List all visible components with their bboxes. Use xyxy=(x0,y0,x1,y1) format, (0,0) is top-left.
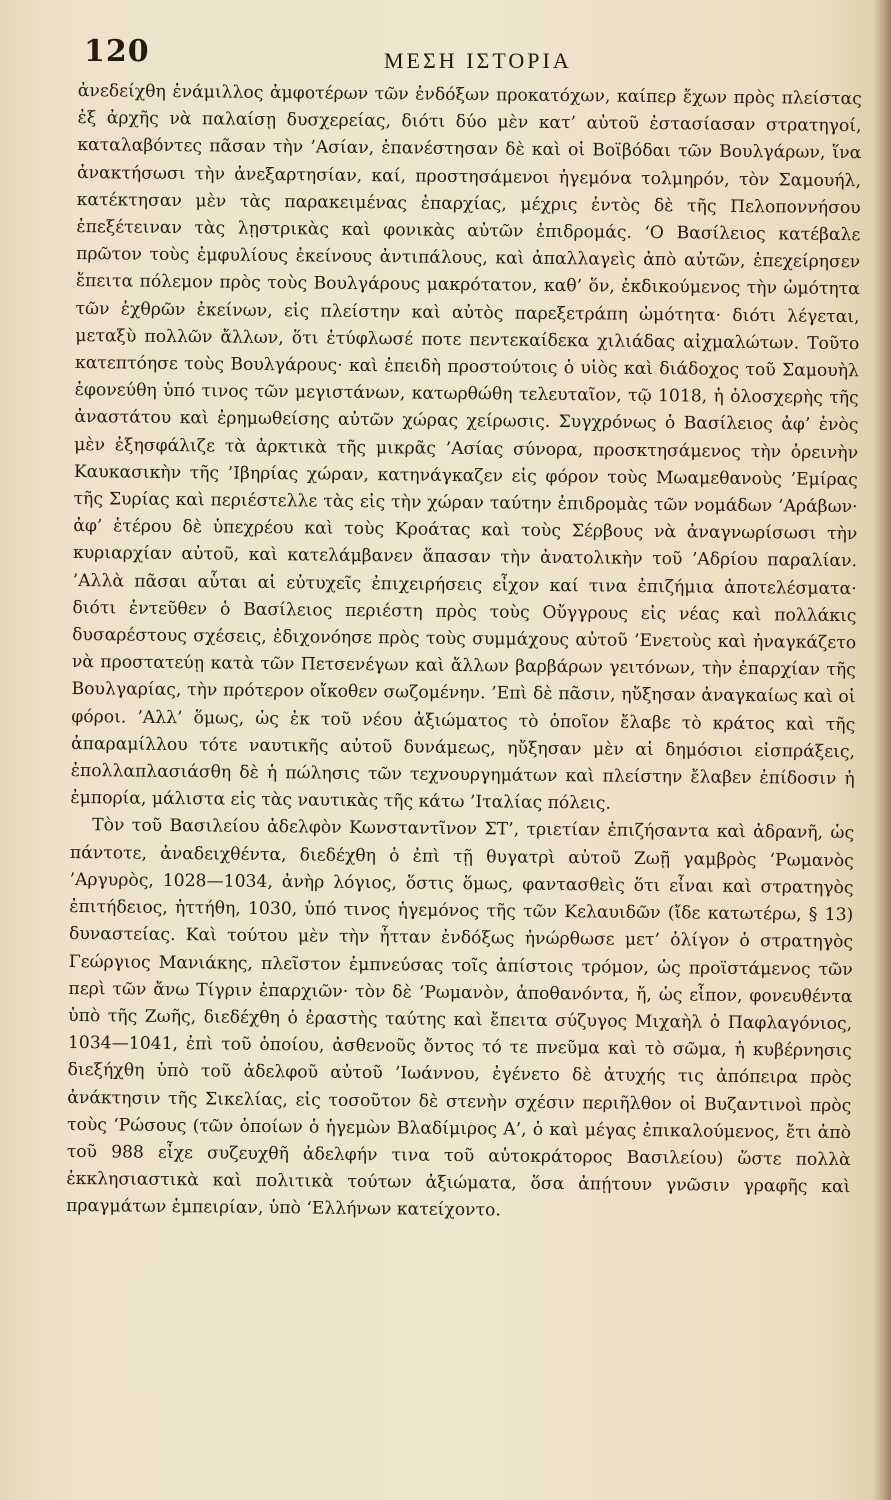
page-edge-shadow xyxy=(873,0,891,1500)
running-head: ΜΕΣΗ ΙΣΤΟΡΙΑ xyxy=(384,48,572,73)
page-number: 120 xyxy=(84,34,150,69)
paragraph-2: Τὸν τοῦ Βασιλείου ἀδελφὸν Κωνσταντῖνον ΣΤ’, τριετίαν ἐπιζήσαντα καὶ ἀδρανῆ, ὡς πάντοτε, ἀναδειχθέντα, διεδέχθη ὁ ἐπὶ τῇ θυγατρὶ αὐτοῦ Ζωῇ γαμβρὸς ‘Ρωμανὸς ’Αργυρὸς, 1028—1034, ἀνὴρ λόγιος, ὅστις ὅμως, φαντασθεὶς ὅτι εἶναι καὶ στρατηγὸς ἐπιτήδειος, ἡττήθη, 1030, ὑπό τινος ἡγεμόνος τῆς τῶν Κελαυιδῶν (ἴδε κατωτέρω, § 13) δυναστείας. Καὶ τούτου μὲν τὴν ἧτταν ἐνδόξως ἠνώρθωσε μετ’ ὀλίγον ὁ στρατηγὸς Γεώργιος Μανιάκης, πλεῖστον ἐμπνεύσας τοῖς ἀπίστοις τρόμον, ὡς προϊστάμενος τῶν περὶ τῶν ἄνω Τίγριν ἐπαρχιῶν· τὸν δὲ ‘Ρωμανὸν, ἀποθανόντα, ἤ, ὡς εἶπον, φονευθέντα ὑπὸ τῆς Ζωῆς, διεδέχθη ὁ ἐραστὴς ταύτης καὶ ἔπειτα σύζυγος Μιχαὴλ ὁ Παφλαγόνιος, 1034—1041, ἐπὶ τοῦ ὁποίου, ἀσθενοῦς ὄντος τό τε πνεῦμα καὶ τὸ σῶμα, ἡ κυβέρνησις διεξήχθη ὑπὸ τοῦ ἀδελφοῦ αὐτοῦ ’Ιωάννου, ἐγένετο δὲ ἀτυχής τις ἀπόπειρα πρὸς ἀνάκτησιν τῆς Σικελίας, εἰς τοσοῦτον δὲ στενὴν σχέσιν περιῆλθον οἱ Βυζαντινοὶ πρὸς τοὺς ‘Ρώσους (τῶν ὁποίων ὁ ἡγεμὼν Βλαδίμιρος Α’, ὁ καὶ μέγας ἐπικαλούμενος, ἔτι ἀπὸ τοῦ 988 εἶχε συζευχθῆ ἀδελφήν τινα τοῦ αὐτοκράτορος Βασιλείου) ὥστε πολλὰ ἐκκλησιαστικὰ καὶ πολιτικὰ τούτων ἀξιώματα, ὅσα ἀπῄτουν γνῶσιν γραφῆς καὶ πραγμάτων ἐμπειρίαν, ὑπὸ ‘Ελλήνων κατείχοντο. xyxy=(66,815,855,1221)
paragraph-1: ἀνεδείχθη ἐνάμιλλος ἀμφοτέρων τῶν ἐνδόξων προκατόχων, καίπερ ἔχων πρὸς πλείστας ἐξ ἀρχῆς νὰ παλαίσῃ δυσχερείας, διότι δύο μὲν κατ’ αὐτοῦ ἐστασίασαν στρατηγοί, καταλαβόντες πᾶσαν τὴν ’Ασίαν, ἐπανέστησαν δὲ καὶ οἱ Βοϊβόδαι τῶν Βουλγάρων, ἵνα ἀνακτήσωσι τὴν ἀνεξαρτησίαν, καί, προστησάμενοι ἡγεμόνα τολμηρόν, τὸν Σαμουήλ, κατέκτησαν μὲν τὰς παρακειμένας ἐπαρχίας, μέχρις ἐντὸς δὲ τῆς Πελοποννήσου ἐπεξέτειναν τὰς λῃστρικὰς καὶ φονικὰς αὐτῶν ἐπιδρομάς. ‘Ο Βασίλειος κατέβαλε πρῶτον τοὺς ἐμφυλίους ἐκείνους ἀντιπάλους, καὶ ἀπαλλαγεὶς ἀπὸ αὐτῶν, ἐπεχείρησεν ἔπειτα πόλεμον πρὸς τοὺς Βουλγάρους μακρότατον, καθ’ ὅν, ἐκδικούμενος τὴν ὠμότητα τῶν ἐχθρῶν ἐκείνων, εἰς πλείστην καὶ αὐτὸς παρεξετράπη ὠμότητα· διότι λέγεται, μεταξὺ πολλῶν ἄλλων, ὅτι ἐτύφλωσέ ποτε πεντεκαίδεκα χιλιάδας αἰχμαλώτων. Τοῦτο κατεπτόησε τοὺς Βουλγάρους· καὶ ἐπειδὴ προστούτοις ὁ υἱὸς καὶ διάδοχος τοῦ Σαμουὴλ ἐφονεύθη ὑπό τινος τῶν μεγιστάνων, κατωρθώθη τελευταῖον, τῷ 1018, ἡ ὁλοσχερὴς τῆς ἀναστάτου καὶ ἐρημωθείσης αὐτῶν χώρας χείρωσις. Συγχρόνως ὁ Βασίλειος ἀφ’ ἑνὸς μὲν ἐξησφάλιζε τὰ ἀρκτικὰ τῆς μικρᾶς ’Ασίας σύνορα, προσκτησάμενος τὴν ὀρεινὴν Καυκασικὴν τῆς ’Ιβηρίας χώραν, κατηνάγκαζεν εἰς φόρον τοὺς Μωαμεθανοὺς ’Εμίρας τῆς Συρίας καὶ περιέστελλε τὰς εἰς τὴν χώραν ταύτην ἐπιδρομὰς τῶν νομάδων ’Αράβων· ἀφ’ ἑτέρου δὲ ὑπεχρέου καὶ τοὺς Κροάτας καὶ τοὺς Σέρβους νὰ ἀναγνωρίσωσι τὴν κυριαρχίαν αὐτοῦ, καὶ κατελάμβανεν ἅπασαν τὴν ἀνατολικὴν τοῦ ’Αδρίου παραλίαν. ’Αλλὰ πᾶσαι αὗται αἱ εὐτυχεῖς ἐπιχειρήσεις εἶχον καί τινα ἐπιζήμια ἀποτελέσματα· διότι ἐντεῦθεν ὁ Βασίλειος περιέστη πρὸς τοὺς Οὔγγρους εἰς νέας καὶ πολλάκις δυσαρέστους σχέσεις, ἐδιχονόησε πρὸς τοὺς συμμάχους αὐτοῦ ’Ενετοὺς καὶ ἠναγκάζετο νὰ προστατεύῃ κατὰ τῶν Πετσενέγων καὶ ἄλλων βαρβάρων γειτόνων, τὴν ἐπαρχίαν τῆς Βουλγαρίας, τὴν πρότερον οἴκοθεν σωζομένην. ’Επὶ δὲ πᾶσιν, ηὔξησαν ἀναγκαίως καὶ οἱ φόροι. ’Αλλ’ ὅμως, ὡς ἐκ τοῦ νέου ἀξιώματος τὸ ὁποῖον ἔλαβε τὸ κράτος καὶ τῆς ἀπαραμίλλου τότε ναυτικῆς αὐτοῦ δυνάμεως, ηὔξησαν μὲν αἱ δημόσιοι εἰσπράξεις, ἐπολλαπλασιάσθη δὲ ἡ πώλησις τῶν τεχνουργημάτων καὶ πλείστην ἔλαβεν ἐπίδοσιν ἡ ἐμπορία, μάλιστα εἰς τὰς ναυτικὰς τῆς κάτω ’Ιταλίας πόλεις. xyxy=(70,80,862,814)
body-text xyxy=(66,78,862,1229)
page-header xyxy=(84,34,864,78)
